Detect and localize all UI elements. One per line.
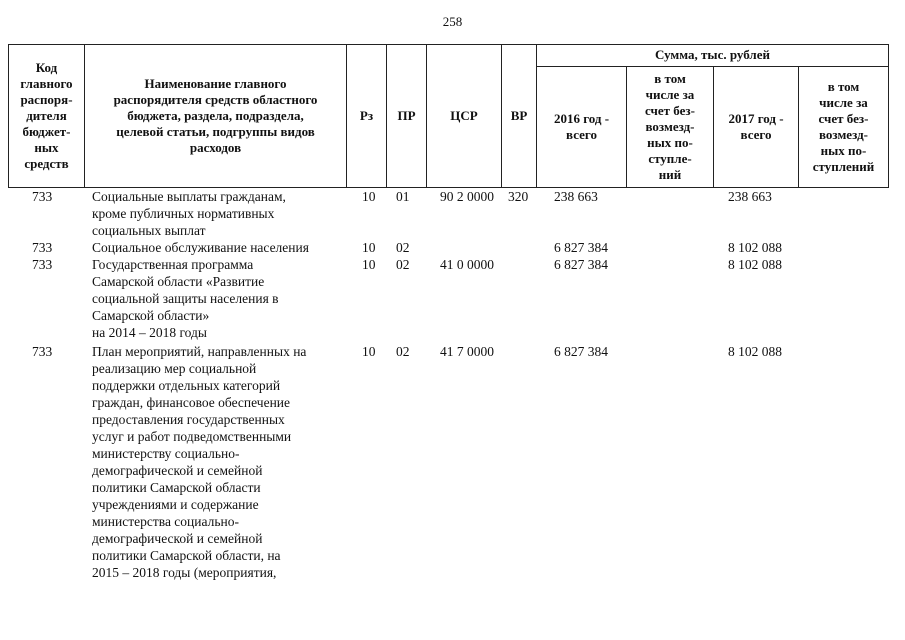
- row-name: План мероприятий, направленных на реализацию мер социальной поддержки отдельных категорий граждан, финансовое обеспечение предоставления государственных услуг и работ подведомственными министерству социально- демографической и семейной политики Самарской области учреждениями и содержание министерства социально- демографической и семейной политики Самарской области, на 2015 – 2018 годы (мероприятия,: [92, 344, 307, 580]
- row-sum-2017: 8 102 088: [728, 240, 782, 255]
- row-sum-2017: 8 102 088: [728, 257, 782, 272]
- row-code: 733: [32, 344, 53, 359]
- header-csr: ЦСР: [450, 107, 478, 123]
- header-2016-total: 2016 год - всего: [553, 111, 610, 142]
- row-sum-2016: 238 663: [554, 189, 598, 204]
- row-sum-2017: 238 663: [728, 189, 772, 204]
- row-rz: 10: [362, 257, 376, 272]
- row-sum-2016: 6 827 384: [554, 257, 608, 272]
- header-pr: ПР: [397, 107, 416, 123]
- row-name: Социальное обслуживание населения: [92, 240, 309, 255]
- row-code: 733: [32, 189, 53, 204]
- row-pr: 02: [396, 344, 410, 359]
- header-sum-group: Сумма, тыс. рублей: [655, 47, 770, 62]
- header-code: Код главного распоря- дителя бюджет- ных средств: [20, 59, 73, 171]
- header-2017-total: 2017 год - всего: [728, 111, 784, 142]
- row-sum-2016: 6 827 384: [554, 240, 608, 255]
- page-number: 258: [442, 14, 463, 29]
- row-rz: 10: [362, 240, 376, 255]
- row-rz: 10: [362, 189, 376, 204]
- row-sum-2016: 6 827 384: [554, 344, 608, 359]
- header-name: Наименование главного распорядителя средств областного бюджета, раздела, подраздела, целевой статьи, подгруппы видов расходов: [113, 75, 318, 155]
- header-2016-free: в том числе за счет без- возмезд- ных по- ступле- ний: [645, 71, 695, 182]
- row-pr: 01: [396, 189, 410, 204]
- row-vr: 320: [508, 189, 529, 204]
- header-2017-free: в том числе за счет без- возмезд- ных по- ступлений: [812, 79, 875, 174]
- row-csr: 41 0 0000: [440, 257, 494, 272]
- row-name: Социальные выплаты гражданам, кроме публичных нормативных социальных выплат: [92, 189, 286, 238]
- row-code: 733: [32, 240, 53, 255]
- row-csr: 90 2 0000: [440, 189, 494, 204]
- row-pr: 02: [396, 240, 410, 255]
- row-rz: 10: [362, 344, 376, 359]
- row-csr: 41 7 0000: [440, 344, 494, 359]
- header-vr: ВР: [510, 107, 528, 123]
- row-name: Государственная программа Самарской области «Развитие социальной защиты населения в Самарской области» на 2014 – 2018 годы: [92, 257, 279, 340]
- header-rz: Рз: [359, 107, 374, 123]
- row-sum-2017: 8 102 088: [728, 344, 782, 359]
- row-code: 733: [32, 257, 53, 272]
- row-pr: 02: [396, 257, 410, 272]
